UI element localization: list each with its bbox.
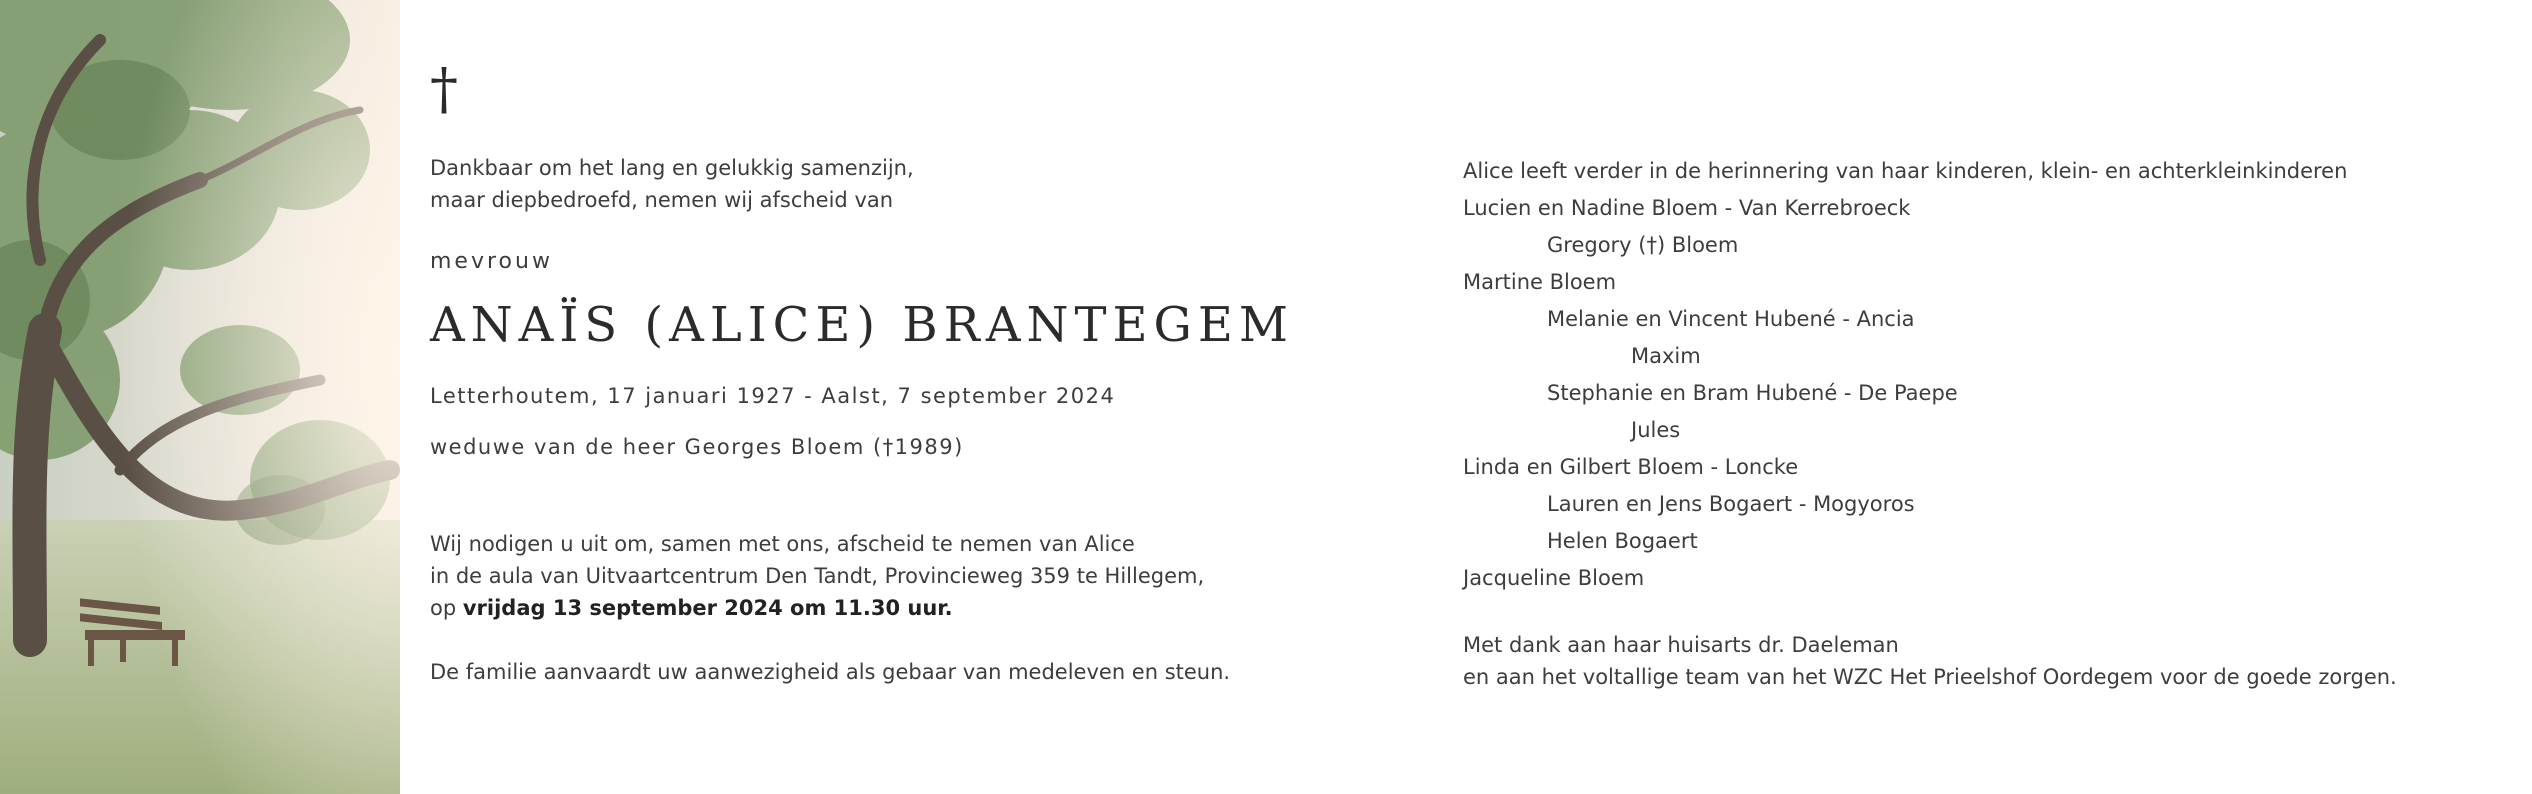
survivors-intro: Alice leeft verder in de herinnering van haar kinderen, klein- en achterkleinkinderen bbox=[1463, 159, 2348, 183]
survivor-entry: Stephanie en Bram Hubené - De Paepe bbox=[1547, 381, 1958, 405]
survivor-entry: Jules bbox=[1631, 418, 1681, 442]
cross-icon: † bbox=[430, 57, 458, 122]
widow-line: weduwe van de heer Georges Bloem (†1989) bbox=[430, 435, 964, 459]
survivors-list bbox=[1463, 153, 2347, 597]
survivor-entry: Lucien en Nadine Bloem - Van Kerrebroeck bbox=[1463, 196, 1911, 220]
title-label: mevrouw bbox=[430, 249, 553, 274]
invitation-text bbox=[430, 528, 1204, 624]
intro-text bbox=[430, 152, 914, 216]
ceremony-datetime: vrijdag 13 september 2024 om 11.30 uur. bbox=[462, 596, 953, 620]
survivor-entry: Martine Bloem bbox=[1463, 270, 1617, 294]
thanks-line: Met dank aan haar huisarts dr. Daeleman bbox=[1463, 633, 1899, 657]
intro-line: maar diepbedroefd, nemen wij afscheid van bbox=[430, 188, 894, 212]
survivor-entry: Melanie en Vincent Hubené - Ancia bbox=[1547, 307, 1915, 331]
invite-line bbox=[430, 592, 1204, 624]
tree-bench-photo bbox=[0, 0, 400, 794]
invite-prefix: op bbox=[430, 596, 463, 620]
thanks-text bbox=[1463, 629, 2397, 693]
survivor-entry: Maxim bbox=[1631, 344, 1701, 368]
family-note: De familie aanvaardt uw aanwezigheid als gebaar van medeleven en steun. bbox=[430, 660, 1231, 684]
invite-line: Wij nodigen u uit om, samen met ons, afscheid te nemen van Alice bbox=[430, 532, 1135, 556]
deceased-name: ANAÏS (ALICE) BRANTEGEM bbox=[430, 297, 1295, 353]
survivor-entry: Jacqueline Bloem bbox=[1463, 566, 1645, 590]
survivor-entry: Linda en Gilbert Bloem - Loncke bbox=[1463, 455, 1799, 479]
intro-line: Dankbaar om het lang en gelukkig samenzijn, bbox=[430, 156, 914, 180]
survivor-entry: Helen Bogaert bbox=[1547, 529, 1698, 553]
thanks-line: en aan het voltallige team van het WZC Het Prieelshof Oordegem voor de goede zorgen. bbox=[1463, 665, 2397, 689]
survivor-entry: Lauren en Jens Bogaert - Mogyoros bbox=[1547, 492, 1915, 516]
birth-death-dates: Letterhoutem, 17 januari 1927 - Aalst, 7 september 2024 bbox=[430, 384, 1116, 408]
invite-line: in de aula van Uitvaartcentrum Den Tandt, Provincieweg 359 te Hillegem, bbox=[430, 564, 1205, 588]
survivor-entry: Gregory (†) Bloem bbox=[1547, 233, 1739, 257]
